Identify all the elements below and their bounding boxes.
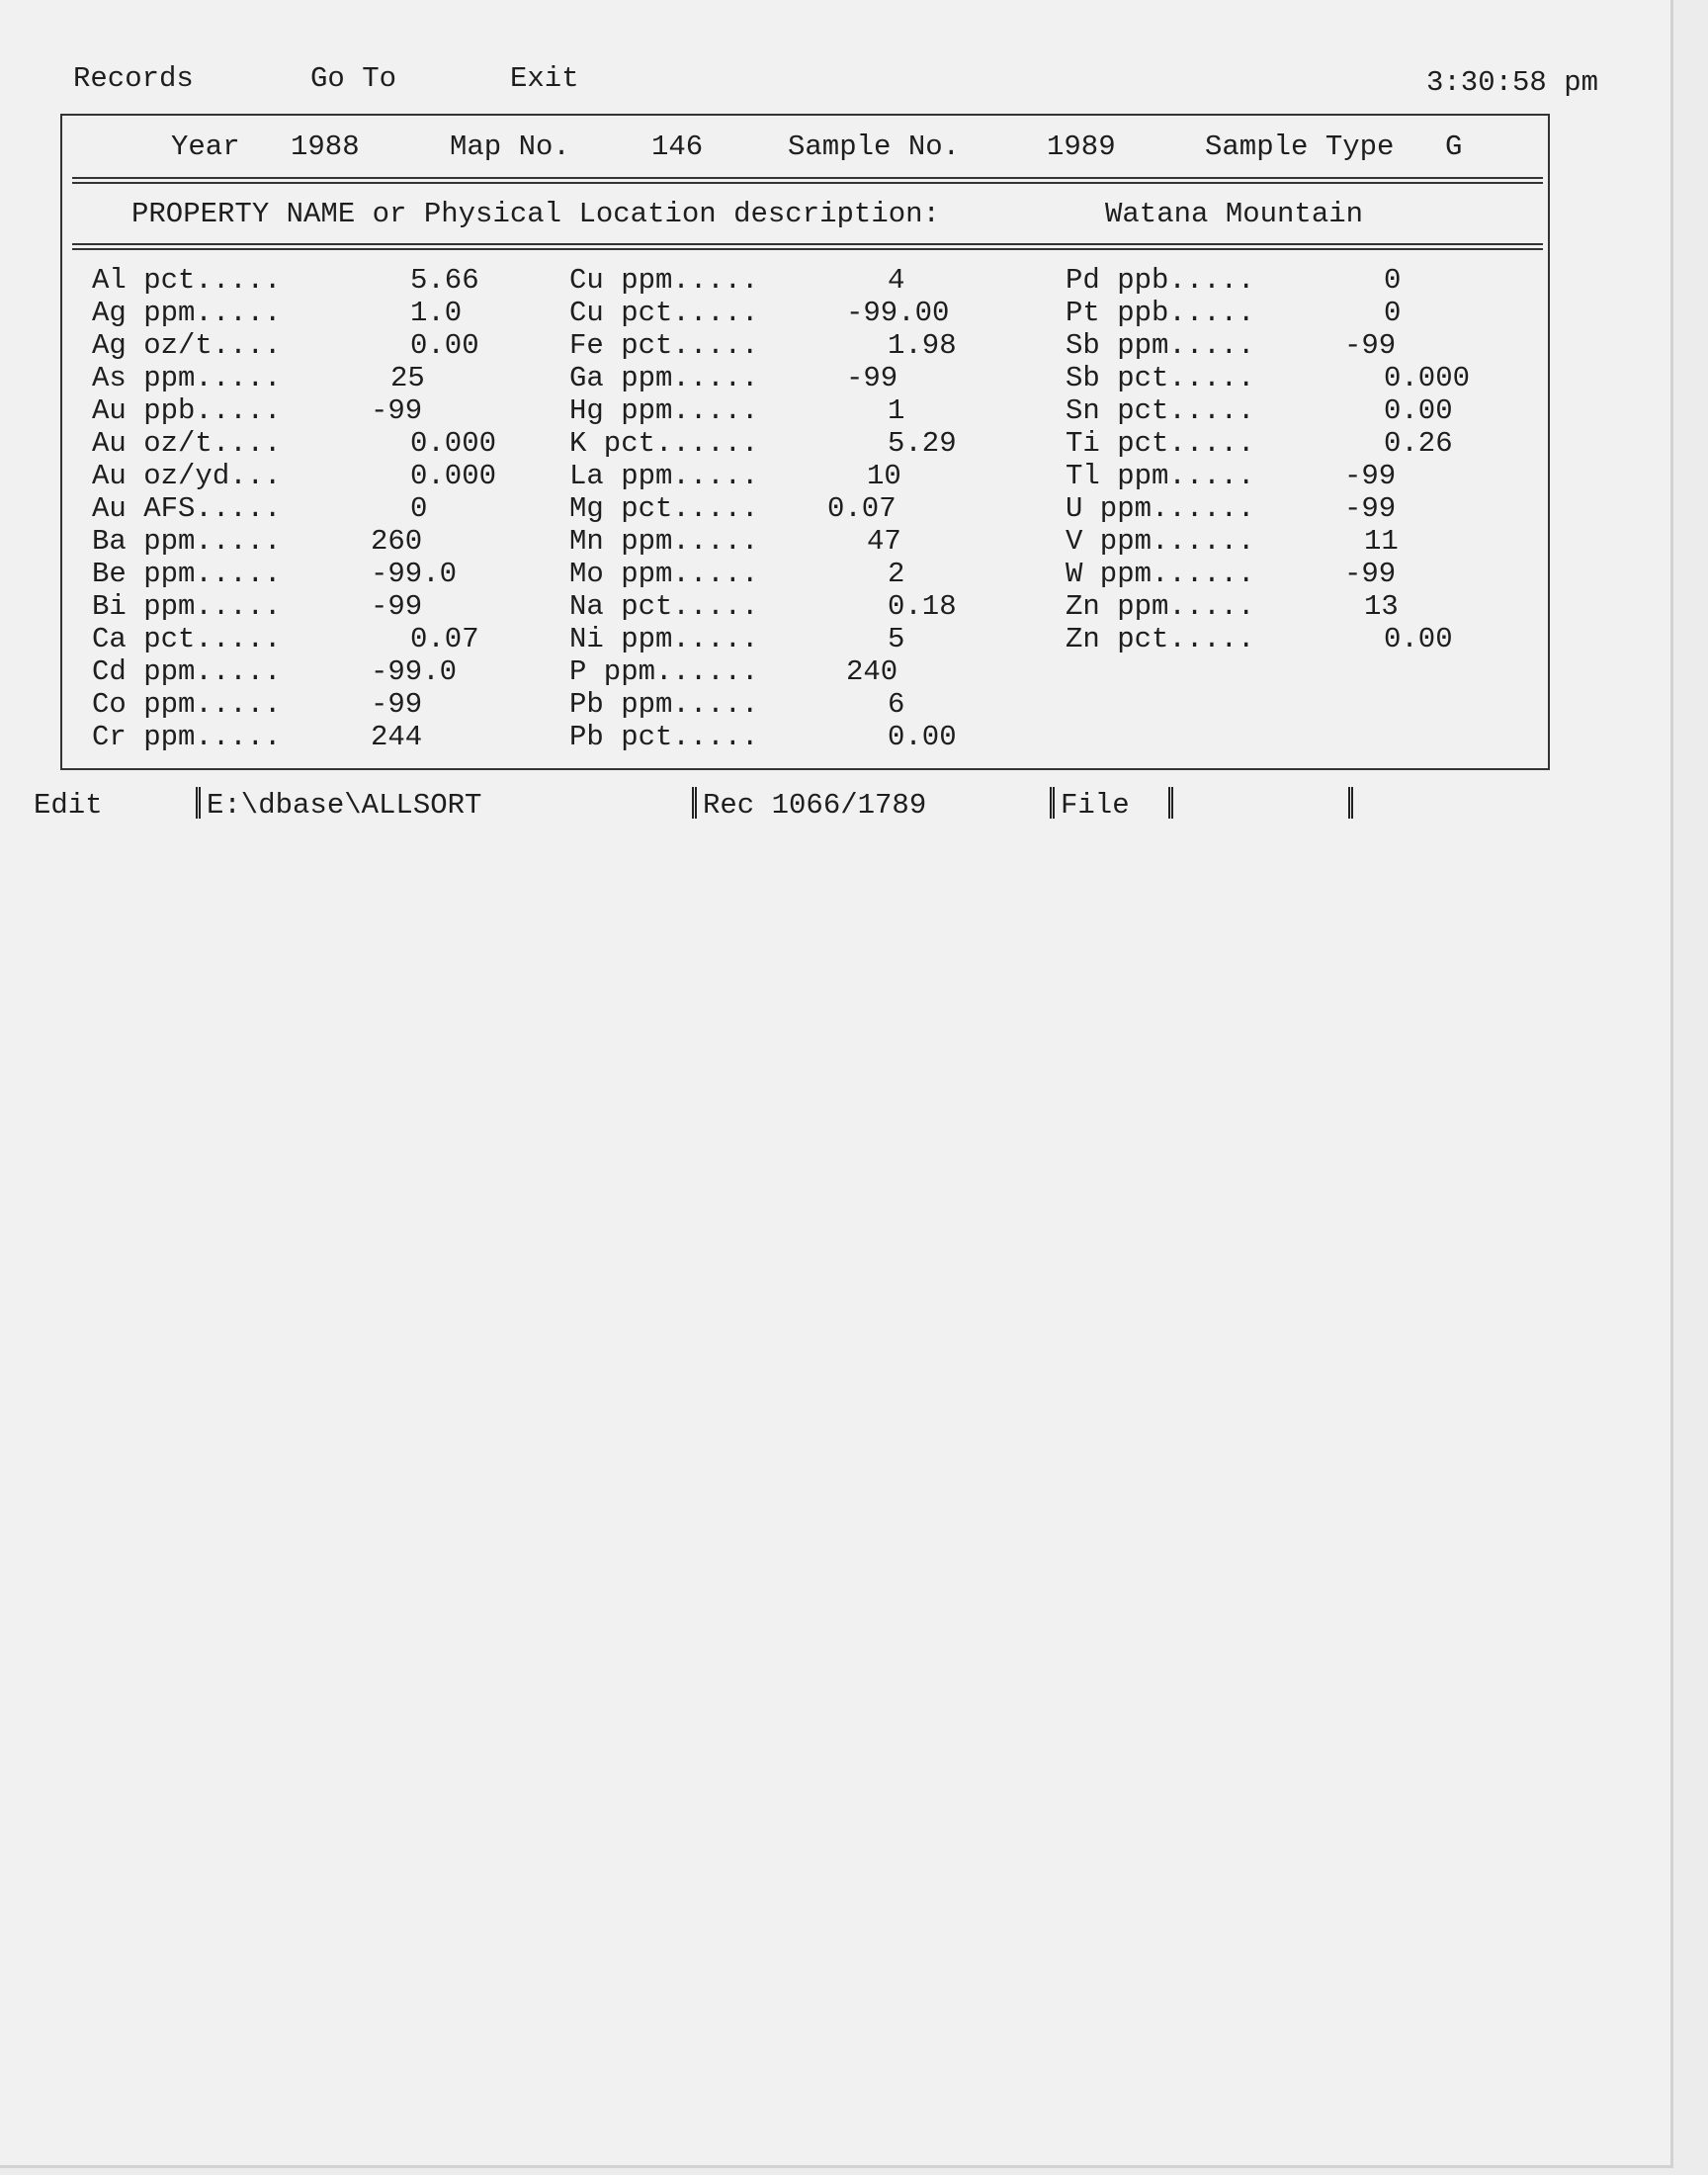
property-label: PROPERTY NAME or Physical Location description: [131,198,940,230]
element-label: As ppm..... [92,362,282,394]
element-label: Sb pct..... [1066,362,1255,394]
element-value[interactable]: 10 [867,460,901,492]
element-row [1066,493,1530,526]
element-label: Hg ppm..... [569,394,759,427]
element-row [1066,559,1530,591]
element-row [569,428,1004,461]
element-row [569,363,1004,395]
element-row [569,624,1004,656]
status-mode: Edit [34,789,103,822]
element-value[interactable]: 0.07 [410,623,479,655]
element-label: Ag oz/t.... [92,329,282,362]
element-label: Tl ppm..... [1066,460,1255,492]
element-value[interactable]: 11 [1364,525,1399,558]
element-value[interactable]: -99 [371,394,423,427]
element-value[interactable]: -99 [1344,492,1397,525]
element-value[interactable]: 4 [888,264,905,297]
element-row [1066,526,1530,559]
map-no-label: Map No. [450,130,570,163]
element-value[interactable]: 240 [846,655,898,688]
element-label: Co ppm..... [92,688,282,721]
element-value[interactable]: -99 [1344,558,1397,590]
element-value[interactable]: 25 [390,362,425,394]
element-value[interactable]: 0.26 [1384,427,1453,460]
element-label: Pb pct..... [569,721,759,753]
element-row [92,559,527,591]
element-label: La ppm..... [569,460,759,492]
element-row [92,265,527,298]
element-row [1066,395,1530,428]
element-label: Fe pct..... [569,329,759,362]
element-row [92,395,527,428]
element-row [92,461,527,493]
year-label: Year [171,130,240,163]
element-row [569,689,1004,722]
element-value[interactable]: -99 [371,688,423,721]
element-value[interactable]: 0.18 [888,590,957,623]
status-separator [196,787,201,819]
element-label: Pd ppb..... [1066,264,1255,297]
element-label: Cr ppm..... [92,721,282,753]
element-column-3 [1066,265,1530,656]
element-label: Au ppb..... [92,394,282,427]
element-label: Cu ppm..... [569,264,759,297]
element-value[interactable]: 260 [371,525,423,558]
element-label: V ppm...... [1066,525,1255,558]
element-value[interactable]: 0.000 [410,427,497,460]
element-row [569,265,1004,298]
element-row [1066,591,1530,624]
element-row [92,656,527,689]
element-row [92,526,527,559]
element-label: Ga ppm..... [569,362,759,394]
element-label: Zn pct..... [1066,623,1255,655]
element-value[interactable]: 2 [888,558,905,590]
element-label: Ba ppm..... [92,525,282,558]
element-value[interactable]: -99 [1344,329,1397,362]
header-divider [72,177,1543,184]
element-row [92,624,527,656]
sample-no-label: Sample No. [788,130,961,163]
element-row [92,363,527,395]
element-row [569,559,1004,591]
element-value[interactable]: 0 [1384,297,1402,329]
element-label: Au oz/t.... [92,427,282,460]
element-row [569,493,1004,526]
element-label: Al pct..... [92,264,282,297]
element-value[interactable]: -99 [371,590,423,623]
element-column-2 [569,265,1004,754]
year-field[interactable]: 1988 [291,130,360,163]
element-label: Na pct..... [569,590,759,623]
element-row [1066,330,1530,363]
element-label: Ca pct..... [92,623,282,655]
element-row [92,493,527,526]
property-field[interactable]: Watana Mountain [1105,198,1364,230]
element-row [92,428,527,461]
element-value[interactable]: 0.000 [1384,362,1471,394]
element-label: W ppm...... [1066,558,1255,590]
sample-type-field[interactable]: G [1445,130,1463,163]
element-value[interactable]: 0.00 [888,721,957,753]
element-label: K pct...... [569,427,759,460]
element-label: Au oz/yd... [92,460,282,492]
element-row [1066,428,1530,461]
element-value[interactable]: -99.0 [371,655,458,688]
element-value[interactable]: -99 [1344,460,1397,492]
status-file: File [1061,789,1130,822]
element-row [1066,624,1530,656]
menu-goto[interactable]: Go To [310,62,397,95]
element-row [1066,461,1530,493]
element-row [92,591,527,624]
element-value[interactable]: -99 [846,362,898,394]
element-label: Pb ppm..... [569,688,759,721]
element-row [1066,363,1530,395]
element-row [569,330,1004,363]
element-row [569,591,1004,624]
menu-records[interactable]: Records [73,62,194,95]
element-value[interactable]: 5.29 [888,427,957,460]
sample-type-label: Sample Type [1205,130,1395,163]
element-value[interactable]: 0.000 [410,460,497,492]
element-row [569,722,1004,754]
element-value[interactable]: 0 [410,492,428,525]
element-row [1066,298,1530,330]
element-label: Mn ppm..... [569,525,759,558]
menu-exit[interactable]: Exit [510,62,579,95]
element-value[interactable]: -99.0 [371,558,458,590]
element-label: Be ppm..... [92,558,282,590]
element-row [92,722,527,754]
element-label: Bi ppm..... [92,590,282,623]
element-label: P ppm...... [569,655,759,688]
element-label: Zn ppm..... [1066,590,1255,623]
element-row [569,395,1004,428]
element-row [569,656,1004,689]
element-label: Cd ppm..... [92,655,282,688]
clock: 3:30:58 pm [1426,66,1599,99]
element-value[interactable]: 1.0 [410,297,463,329]
element-label: Ti pct..... [1066,427,1255,460]
element-value[interactable]: 47 [867,525,901,558]
element-label: Pt ppb..... [1066,297,1255,329]
element-label: Sn pct..... [1066,394,1255,427]
element-value[interactable]: 1.98 [888,329,957,362]
element-value[interactable]: 0.00 [1384,623,1453,655]
element-value[interactable]: 5.66 [410,264,479,297]
status-separator [1168,787,1173,819]
element-value[interactable]: 0.07 [827,492,897,525]
element-label: Mg pct..... [569,492,759,525]
status-separator [1050,787,1055,819]
status-separator [1348,787,1353,819]
element-label: Ni ppm..... [569,623,759,655]
element-value[interactable]: 0.00 [1384,394,1453,427]
element-row [569,298,1004,330]
element-value[interactable]: 13 [1364,590,1399,623]
element-row [92,689,527,722]
element-row [92,330,527,363]
element-value[interactable]: 5 [888,623,905,655]
element-value[interactable]: 244 [371,721,423,753]
element-label: Sb ppm..... [1066,329,1255,362]
element-row [1066,265,1530,298]
element-label: Mo ppm..... [569,558,759,590]
element-column-1 [92,265,527,754]
element-value[interactable]: -99.00 [846,297,950,329]
element-row [569,526,1004,559]
element-value[interactable]: 1 [888,394,905,427]
element-label: Ag ppm..... [92,297,282,329]
status-record: Rec 1066/1789 [703,789,927,822]
element-label: Cu pct..... [569,297,759,329]
element-label: U ppm...... [1066,492,1255,525]
element-row [569,461,1004,493]
property-divider [72,243,1543,250]
element-value[interactable]: 6 [888,688,905,721]
element-row [92,298,527,330]
sample-no-field[interactable]: 1989 [1047,130,1116,163]
element-value[interactable]: 0 [1384,264,1402,297]
status-separator [692,787,697,819]
element-value[interactable]: 0.00 [410,329,479,362]
map-no-field[interactable]: 146 [651,130,704,163]
status-path: E:\dbase\ALLSORT [207,789,482,822]
element-label: Au AFS..... [92,492,282,525]
